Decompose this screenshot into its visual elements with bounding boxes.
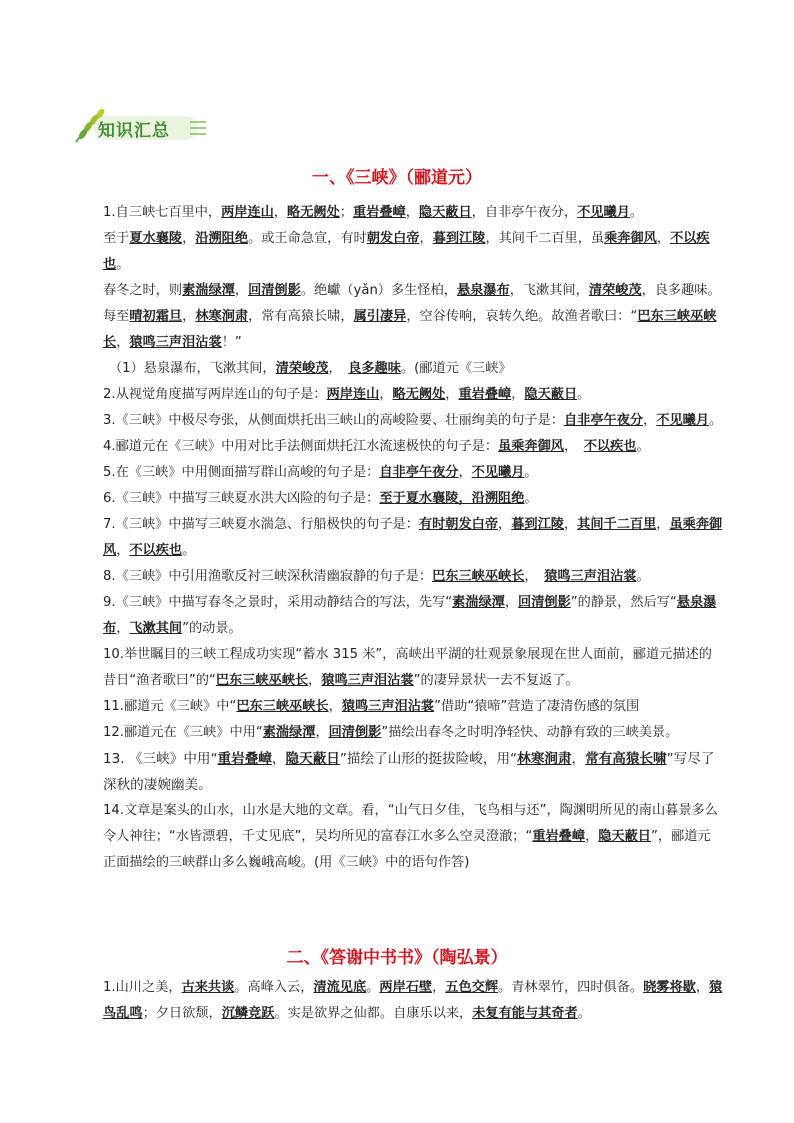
answer-text: 晓雾将歇	[643, 980, 696, 995]
answer-text: 巴东三峡巫峡长	[103, 309, 717, 350]
answer-text: 不以疾也	[583, 439, 637, 454]
plain-text: ，	[315, 725, 329, 740]
plain-text: ，	[308, 673, 322, 688]
answer-text: 未复有能与其奇者	[472, 1006, 578, 1021]
answer-text: 不见曦月	[471, 465, 525, 480]
plain-text: ，	[273, 205, 288, 220]
answer-text: 不见曦月	[577, 205, 630, 220]
answer-text: 悬泉瀑布	[456, 283, 510, 298]
dxzss-content	[103, 975, 723, 1027]
plain-text: 。	[629, 205, 644, 220]
answer-text: 略无阙处	[392, 387, 446, 402]
plain-text: ，	[563, 517, 578, 532]
plain-text: 每至	[103, 309, 130, 324]
sanxia-content	[103, 200, 723, 876]
answer-text: 重岩叠嶂	[352, 205, 406, 220]
plain-text: 1.山川之美，	[103, 980, 182, 995]
plain-text: ，	[445, 387, 459, 402]
answer-text: 古来共谈	[181, 980, 235, 995]
plain-text: ，	[511, 387, 525, 402]
answer-text: 虽乘奔御风	[103, 517, 723, 558]
plain-text: 。	[577, 1006, 591, 1021]
plain-text: ，	[656, 517, 670, 532]
plain-text: （1）悬泉瀑布，飞漱其间，	[109, 361, 276, 376]
answer-text: 自非亭午夜分	[379, 465, 459, 480]
answer-text: 五色交辉	[445, 980, 499, 995]
answer-text: 虽乘奔御风	[498, 439, 564, 454]
answer-text: 巴东三峡巫峡长	[236, 699, 329, 714]
answer-text: 夏水襄陵	[129, 231, 183, 246]
plain-text: ，	[271, 751, 286, 767]
plain-text: 。	[116, 257, 130, 272]
plain-text: ，	[498, 517, 512, 532]
plain-text: ，	[116, 621, 130, 636]
plain-text: 5.在《三峡》中用侧面描写群山高峻的句子是：	[103, 465, 380, 480]
plain-text: ，常有高猿长啸，	[248, 309, 354, 324]
answer-text: 两岸石壁	[379, 980, 433, 995]
answer-text: 略无阙处	[287, 205, 340, 220]
answer-text: 重岩叠嶂	[217, 751, 272, 767]
plain-text: ，	[116, 543, 130, 558]
answer-text: 素湍绿潭	[182, 283, 235, 298]
plain-text: ”的静景，然后写“	[570, 595, 677, 610]
plain-text: 至于	[103, 231, 130, 246]
plain-text: ，	[405, 205, 419, 220]
plain-text: 1.自三峡七百里中，	[103, 205, 222, 220]
plain-text: 3.《三峡》中极尽夸张，从侧面烘托出三峡山的高峻险要、壮丽绚美的句子是：	[103, 413, 564, 428]
plain-text: 7.《三峡》中描写三峡夏水湍急、行船极快的句子是：	[103, 517, 419, 532]
answer-text: 清荣峻茂	[275, 361, 329, 376]
plain-text: ，空谷传响，哀转久绝。故渔者歌曰：“	[406, 309, 638, 324]
text-paragraph-2	[103, 226, 723, 278]
plain-text: ”借助“猿啼”营造了凄清伤感的氛围	[434, 699, 640, 714]
section-title-da-xie-zhong-shu-shu: 二、《答谢中书书》（陶弘景）	[286, 948, 508, 968]
plain-text: ，飞漱其间，	[509, 283, 589, 298]
plain-text: ”写尽了深秋的凄婉幽美。	[103, 751, 715, 793]
answer-text: 回清倒影	[518, 595, 571, 610]
plain-text: ，良多趣味。	[641, 283, 721, 298]
plain-text: ，自非亭午夜分，	[471, 205, 578, 220]
plain-text: ，	[182, 309, 196, 324]
question-14	[103, 798, 723, 876]
plain-text: ，	[695, 980, 710, 995]
answer-text: 不以疾也	[129, 543, 183, 558]
plain-text: ；夕日欲颓，	[142, 1006, 222, 1021]
text-paragraph-3	[103, 278, 723, 304]
question-3	[103, 408, 723, 434]
plain-text: 6.《三峡》中描写三峡夏水洪大凶险的句子是：	[103, 491, 380, 506]
answer-text: 猿鸣三声泪沾裳	[321, 673, 414, 688]
plain-text: 。	[636, 569, 650, 584]
answer-text: 常有高猿长啸	[585, 751, 667, 767]
plain-text: 。或王命急宣，有时	[248, 231, 367, 246]
answer-text: 其间千二百里	[577, 517, 657, 532]
question-1	[109, 356, 723, 382]
plain-text: ，	[656, 231, 671, 246]
plain-text: ，	[571, 751, 586, 767]
plain-text: 2.从视觉角度描写两岸连山的句子是：	[103, 387, 327, 402]
plain-text: 。青林翠竹，四时俱备。	[498, 980, 644, 995]
plain-text: ，	[524, 569, 545, 584]
plain-text: 。	[182, 543, 196, 558]
answer-text: 暮到江陵	[432, 231, 486, 246]
plain-text: 。实是欲界之仙都。自康乐以来，	[274, 1006, 473, 1021]
answer-text: 乘奔御风	[604, 231, 657, 246]
answer-text: 沉鳞竞跃	[221, 1006, 275, 1021]
plain-text: 11.郦道元《三峡》中“	[103, 699, 237, 714]
answer-text: 沿溯阻绝	[195, 231, 249, 246]
text-paragraph-4	[103, 304, 723, 356]
question-10	[103, 642, 723, 694]
answer-text: 巴东三峡巫峡长	[432, 569, 525, 584]
plain-text: 。	[524, 491, 538, 506]
answer-text: 素湍绿潭	[262, 725, 316, 740]
plain-text: ，	[585, 829, 599, 844]
section-title-sanxia: 一、《三峡》（郦道元）	[312, 168, 482, 188]
plain-text: 10.举世瞩目的三峡工程成功实现“蓄水 315 米”，高峡出平湖的壮观景象展现在世人面前，郦道元描述的昔日“渔者歌曰”的“	[103, 647, 712, 688]
answer-text: 至于夏水襄陵，沿溯阻绝	[379, 491, 525, 506]
plain-text: ，	[182, 231, 196, 246]
plain-text: 。	[709, 413, 723, 428]
plain-text: 。	[524, 465, 538, 480]
plain-text: ”描绘了山形的挺拔险峻，用“	[339, 751, 518, 767]
answer-text: 隐天蔽日	[285, 751, 340, 767]
plain-text: ，	[328, 699, 342, 714]
plain-text: ，	[379, 387, 393, 402]
answer-text: 不以疾也	[103, 231, 710, 272]
plain-text: ！”	[221, 335, 242, 350]
question-6	[103, 486, 723, 512]
question-11	[103, 694, 723, 720]
answer-text: 清流见底	[313, 980, 367, 995]
answer-text: 飞漱其间	[129, 621, 183, 636]
question-9	[103, 590, 723, 642]
answer-text: 不见曦月	[656, 413, 710, 428]
answer-text: 两岸连山	[221, 205, 274, 220]
question-4	[103, 434, 723, 460]
answer-text: 悬泉瀑布	[103, 595, 717, 636]
plain-text: ，其间千二百里，虽	[485, 231, 605, 246]
answer-text: 素湍绿潭	[452, 595, 505, 610]
answer-text: 回清倒影	[248, 283, 301, 298]
answer-text: 林寒涧肃	[195, 309, 249, 324]
answer-text: 自非亭午夜分	[563, 413, 644, 428]
answer-text: 有时朝发白帝	[418, 517, 499, 532]
plain-text: 。	[636, 439, 650, 454]
plain-text: ”描绘出春冬之时明净轻快、动静有致的三峡美景。	[381, 725, 679, 740]
answer-text: 猿鸣三声泪沾裳	[544, 569, 637, 584]
plain-text: ，	[328, 361, 349, 376]
plain-text: 14.文章是案头的山水，山水是大地的文章。看，“山气日夕佳，飞鸟相与还”，陶渊明所见的南山暮景多么令人神往；“水皆漂碧，千丈见底”，吴均所见的富春江水多么空灵澄澈；“	[103, 803, 718, 844]
plain-text: ”的动景。	[182, 621, 242, 636]
plain-text: ，	[234, 283, 249, 298]
answer-text: 隐天蔽日	[524, 387, 578, 402]
answer-text: 重岩叠嶂	[458, 387, 512, 402]
plain-text: ，	[458, 465, 472, 480]
plain-text: ，	[116, 335, 130, 350]
answer-text: 回清倒影	[328, 725, 382, 740]
plain-text: 13. 《三峡》中用“	[103, 751, 218, 767]
answer-text: 良多趣味	[348, 361, 401, 376]
plain-text: 4.郦道元在《三峡》中用对比手法侧面烘托江水流速极快的句子是：	[103, 439, 499, 454]
question-2	[103, 382, 723, 408]
answer-text: 重岩叠嶂	[532, 829, 586, 844]
answer-text: 清荣峻茂	[588, 283, 642, 298]
question-8	[103, 564, 723, 590]
plain-text: 。	[366, 980, 380, 995]
plain-text: 。高峰入云，	[234, 980, 314, 995]
plain-text: ，	[432, 980, 446, 995]
answer-text: 朝发白帝	[366, 231, 420, 246]
plain-text: ，	[504, 595, 519, 610]
text-paragraph-1	[103, 200, 723, 226]
plain-text: 。绝巘（yǎn）多生怪柏，	[300, 283, 457, 298]
plain-text: ”的凄异景状一去不复返了。	[413, 673, 579, 688]
question-5	[103, 460, 723, 486]
answer-text: 属引凄异	[353, 309, 407, 324]
answer-text: 暮到江陵	[511, 517, 564, 532]
plain-text: ”，郦道元正面描绘的三峡群山多么巍峨高峻。(用《三峡》中的语句作答)	[103, 829, 711, 870]
plain-text: 。(郦道元《三峡》	[400, 361, 512, 376]
answer-text: 隐天蔽日	[418, 205, 472, 220]
answer-text: 巴东三峡巫峡长	[215, 673, 309, 688]
answer-text: 隐天蔽日	[598, 829, 651, 844]
answer-text: 林寒涧肃	[517, 751, 572, 767]
question-7	[103, 512, 723, 564]
plain-text: 春冬之时，则	[103, 283, 183, 298]
answer-text: 猿鸟乱鸣	[103, 980, 723, 1021]
section-badge-label: 知识汇总	[98, 121, 170, 141]
answer-text: 猿鸣三声泪沾裳	[341, 699, 435, 714]
plain-text: 9.《三峡》中描写春冬之景时，采用动静结合的写法，先写“	[103, 595, 453, 610]
plain-text: ，	[563, 439, 584, 454]
plain-text: ；	[339, 205, 353, 220]
plain-text: 12.郦道元在《三峡》中用“	[103, 725, 263, 740]
plain-text: ，	[419, 231, 433, 246]
plain-text: ，	[643, 413, 657, 428]
plain-text: 。	[577, 387, 591, 402]
answer-text: 晴初霜旦	[129, 309, 183, 324]
question-13	[103, 746, 723, 798]
question-12	[103, 720, 723, 746]
answer-text: 猿鸣三声泪沾裳	[129, 335, 222, 350]
plain-text: 8.《三峡》中引用渔歌反衬三峡深秋清幽寂静的句子是：	[103, 569, 433, 584]
answer-text: 两岸连山	[326, 387, 380, 402]
dxzss-paragraph-1	[103, 975, 723, 1027]
